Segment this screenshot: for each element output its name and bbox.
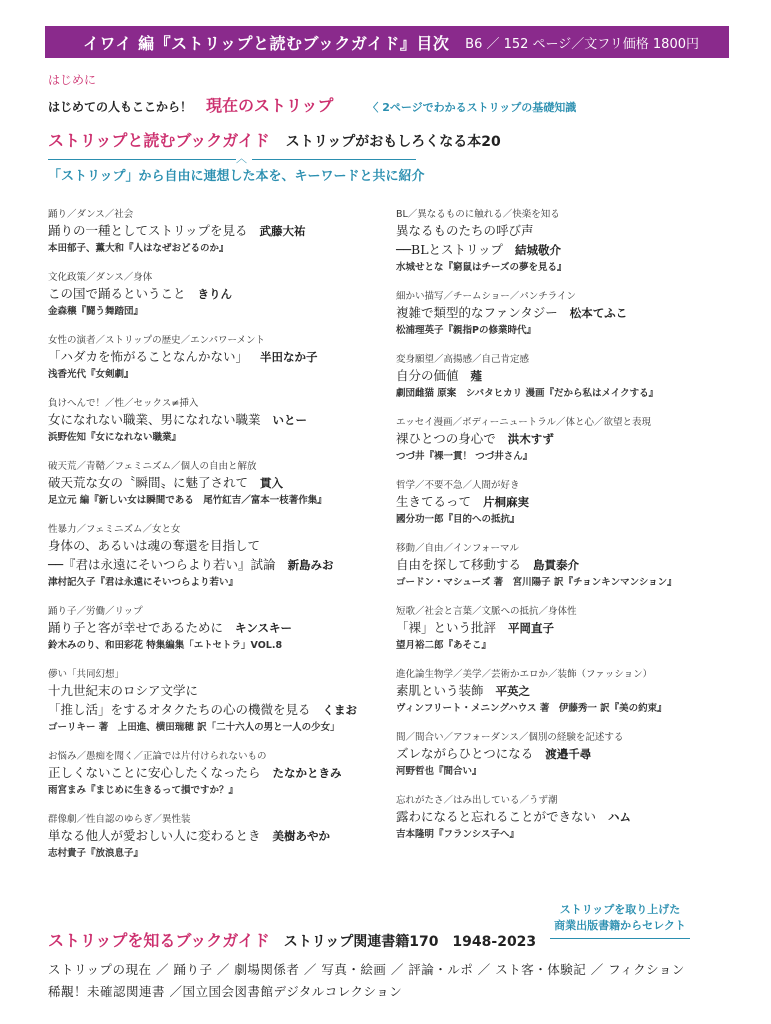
entry-title-line — [48, 826, 378, 847]
entry-title-line — [396, 681, 726, 702]
entry-author: 片桐麻実 — [483, 497, 530, 509]
entry-keywords: 細かい描写／チームショー／パンチライン — [396, 291, 577, 302]
book-entry — [396, 290, 726, 338]
guide-rule-left — [48, 159, 236, 160]
entry-keywords: BL／異なるものに触れる／快楽を知る — [396, 209, 560, 220]
entry-source-book: 金森穣『闘う舞踏団』 — [48, 306, 144, 317]
entry-author: たなかときみ — [272, 768, 342, 780]
entry-title: 複雑で類型的なファンタジー — [396, 305, 558, 320]
book-entry — [396, 794, 726, 842]
entry-keywords: 踊り子／労働／リップ — [48, 606, 143, 617]
book-entry — [396, 668, 726, 716]
entry-source-book: 望月裕二郎『あそこ』 — [396, 640, 492, 651]
entry-source-book: 國分功一郎『目的への抵抗』 — [396, 514, 520, 525]
entry-keywords: 移動／自由／インフォーマル — [396, 543, 520, 554]
entry-title: 「裸」という批評 — [396, 620, 497, 635]
book-spec: B6 ／ 152 ページ／文フリ価格 1800円 — [465, 36, 699, 52]
entry-title: 自由を探して移動する — [396, 557, 522, 572]
book-entry — [48, 668, 378, 735]
entry-title: 異なるものたちの呼び声 ──BLとストリップ — [396, 223, 534, 257]
entry-keywords: エッセイ漫画／ボディーニュートラル／体と心／欲望と表現 — [396, 417, 651, 428]
book-entry — [48, 813, 378, 861]
book-entry — [396, 542, 726, 590]
book-entry — [48, 208, 378, 256]
entry-title: 破天荒な女の〝瞬間〟に魅了されて — [48, 475, 249, 490]
entry-source-book: ゴードン・マシューズ 著 宮川陽子 訳『チョンキンマンション』 — [396, 577, 677, 588]
bottom-subtitle: ストリップ関連書籍170 1948-2023 — [283, 934, 537, 950]
guide-heading — [48, 128, 501, 151]
entry-keywords: 間／間合い／アフォーダンス／個別の経験を記述する — [396, 732, 624, 743]
entry-keywords: 群像劇／性自認のゆらぎ／異性装 — [48, 814, 191, 825]
category-line-2: 稀覯！未確認関連書 ／国立国会図書館デジタルコレクション — [48, 984, 403, 999]
entry-keywords: お悩み／愚痴を聞く／正論では片付けられないもの — [48, 751, 267, 762]
bottom-title: ストリップを知るブックガイド — [48, 931, 270, 950]
entry-source-book: 鈴木みのり、和田彩花 特集編集「エトセトラ」VOL.8 — [48, 640, 283, 651]
entry-keywords: 踊り／ダンス／社会 — [48, 209, 134, 220]
entry-author: 平英之 — [495, 686, 531, 698]
intro-main-title: 現在のストリップ — [206, 96, 334, 115]
book-entry — [48, 460, 378, 508]
callout-line-1: ストリップを取り上げた — [559, 903, 681, 916]
entry-title: 露わになると忘れることができない — [396, 809, 597, 824]
entry-title-line — [48, 536, 378, 576]
book-entry — [48, 523, 378, 590]
entry-title: 「ハダカを怖がることなんかない」 — [48, 349, 249, 364]
entry-source-book: 津村記久子『君は永遠にそいつらより若い』 — [48, 577, 239, 588]
entry-title-line — [48, 473, 378, 494]
entry-title: 自分の価値 — [396, 368, 459, 383]
book-entry — [396, 731, 726, 779]
book-entry — [48, 334, 378, 382]
guide-title: ストリップと読むブックガイド — [48, 131, 270, 150]
entry-title: 生きてるって — [396, 494, 472, 509]
entry-author: 新島みお — [287, 560, 334, 572]
left-entry-column — [48, 208, 378, 876]
entry-source-book: 志村貴子『放浪息子』 — [48, 848, 144, 859]
entry-keywords: 女性の演者／ストリップの歴史／エンパワーメント — [48, 335, 265, 346]
guide-description: 「ストリップ」から自由に連想した本を、キーワードと共に紹介 — [48, 169, 425, 184]
entry-keywords: 文化政策／ダンス／身体 — [48, 272, 153, 283]
entry-title-line — [396, 366, 726, 387]
book-entry — [396, 416, 726, 464]
entry-source-book: 雨宮まみ『まじめに生きるって損ですか？』 — [48, 785, 239, 796]
entry-title: 踊りの一種としてストリップを見る — [48, 223, 248, 238]
entry-title-line — [396, 555, 726, 576]
entry-title-line — [396, 221, 726, 261]
entry-title: 十九世紀末のロシア文学に 「推し活」をするオタクたちの心の機微を見る — [48, 683, 311, 717]
entry-author: きりん — [197, 289, 233, 301]
entry-author: 薤 — [470, 371, 483, 383]
entry-keywords: 短歌／社会と言葉／文脈への抵抗／身体性 — [396, 606, 577, 617]
entry-title-line — [396, 303, 726, 324]
intro-subtitle: 〈 2ページでわかるストリップの基礎知識 — [367, 101, 577, 114]
book-entry — [48, 605, 378, 653]
entry-author: 渡邉千尋 — [545, 749, 592, 761]
guide-rule-right — [252, 159, 416, 160]
entry-title-line — [48, 347, 378, 368]
entry-title: 単なる他人が愛おしい人に変わるとき — [48, 828, 261, 843]
book-entry — [48, 750, 378, 798]
entry-source-book: 浅香光代『女剣劇』 — [48, 369, 134, 380]
entry-title: 女になれない職業、男になれない職業 — [48, 412, 261, 427]
book-entry — [396, 353, 726, 401]
book-entry — [396, 208, 726, 275]
entry-title: 踊り子と客が幸せであるために — [48, 620, 224, 635]
entry-source-book: 水城せとな『窮鼠はチーズの夢を見る』 — [396, 262, 567, 273]
entry-author: 結城敬介 — [515, 245, 562, 257]
header-bar — [45, 26, 729, 58]
entry-keywords: 哲学／不要不急／人間が好き — [396, 480, 520, 491]
entry-author: いとー — [272, 415, 308, 427]
guide-subtitle: ストリップがおもしろくなる本20 — [285, 134, 501, 150]
entry-title: 正しくないことに安心したくなったら — [48, 765, 261, 780]
entry-author: 平岡直子 — [508, 623, 555, 635]
entry-source-book: つづ井『裸一貫！ つづ井さん』 — [396, 451, 533, 462]
entry-keywords: 儚い「共同幻想」 — [48, 669, 125, 680]
entry-title: ズレながらひとつになる — [396, 746, 534, 761]
entry-title-line — [48, 681, 378, 721]
callout-line-2: 商業出版書籍からセレクト — [554, 919, 686, 932]
callout-note — [545, 902, 695, 939]
entry-author: 貫入 — [260, 478, 284, 490]
entry-keywords: 進化論生物学／美学／芸術かエロか／装飾（ファッション） — [396, 669, 653, 680]
entry-title-line — [396, 618, 726, 639]
entry-source-book: ヴィンフリート・メニングハウス 著 伊藤秀一 訳『美の約束』 — [396, 703, 667, 714]
entry-keywords: 破天荒／青鞜／フェミニズム／個人の自由と解放 — [48, 461, 257, 472]
book-entry — [396, 479, 726, 527]
entry-source-book: 浜野佐知『女になれない職業』 — [48, 432, 182, 443]
entry-source-book: 本田郁子、薫大和『人はなぜおどるのか』 — [48, 243, 229, 254]
entry-source-book: 劇団雌猫 原案 シバタヒカリ 漫画『だから私はメイクする』 — [396, 388, 659, 399]
entry-title-line — [48, 221, 378, 242]
intro-lead: はじめての人もここから！ — [48, 100, 193, 114]
entry-title-line — [396, 429, 726, 450]
entry-title-line — [396, 807, 726, 828]
entry-source-book: ゴーリキー 著 上田進、横田瑞穂 訳「二十六人の男と一人の少女」 — [48, 722, 340, 733]
entry-source-book: 足立元 編『新しい女は瞬間である 尾竹紅吉／富本一枝著作集』 — [48, 495, 327, 506]
entry-author: くまお — [322, 705, 358, 717]
entry-title: 身体の、あるいは魂の奪還を目指して ──『君は永遠にそいつらより若い』試論 — [48, 538, 276, 572]
entry-author: 半田なか子 — [260, 352, 318, 364]
entry-title-line — [48, 618, 378, 639]
entry-source-book: 松浦理英子『親指Pの修業時代』 — [396, 325, 536, 336]
entry-title: 素肌という装飾 — [396, 683, 484, 698]
intro-section-label: はじめに — [48, 73, 97, 87]
entry-title: この国で踊るということ — [48, 286, 186, 301]
entry-author: キンスキー — [235, 623, 293, 635]
right-entry-column — [396, 208, 726, 857]
entry-author: 武藤大祐 — [259, 226, 306, 238]
callout-underline — [550, 938, 690, 939]
entry-source-book: 河野哲也『間合い』 — [396, 766, 482, 777]
entry-title-line — [48, 763, 378, 784]
book-entry — [48, 397, 378, 445]
chevron-up-icon: ︿ — [236, 152, 247, 165]
entry-keywords: 性暴力／フェミニズム／女と女 — [48, 524, 181, 535]
book-entry — [48, 271, 378, 319]
entry-keywords: 忘れがたさ／はみ出している／うず潮 — [396, 795, 558, 806]
entry-source-book: 吉本隆明『フランシス子へ』 — [396, 829, 519, 840]
entry-author: 島貫泰介 — [533, 560, 580, 572]
entry-title-line — [396, 744, 726, 765]
entry-author: ハム — [608, 812, 632, 824]
entry-keywords: 変身願望／高揚感／自己肯定感 — [396, 354, 530, 365]
document-title: イワイ 編『ストリップと読むブックガイド』目次 — [83, 33, 450, 53]
category-line-1: ストリップの現在 ／ 踊り子 ／ 劇場関係者 ／ 写真・絵画 ／ 評論・ルポ ／ スト客・体験記 ／ フィクション — [48, 962, 685, 977]
entry-keywords: 負けへんで！／性／セックス≠挿入 — [48, 398, 199, 409]
intro-line — [48, 93, 576, 116]
entry-title-line — [48, 284, 378, 305]
entry-title-line — [396, 492, 726, 513]
entry-author: 松本てふこ — [569, 308, 628, 320]
book-entry — [396, 605, 726, 653]
entry-author: 洪木すず — [507, 434, 554, 446]
entry-title-line — [48, 410, 378, 431]
bottom-heading — [48, 928, 536, 951]
entry-author: 美樹あやか — [272, 831, 331, 843]
entry-title: 裸ひとつの身心で — [396, 431, 496, 446]
